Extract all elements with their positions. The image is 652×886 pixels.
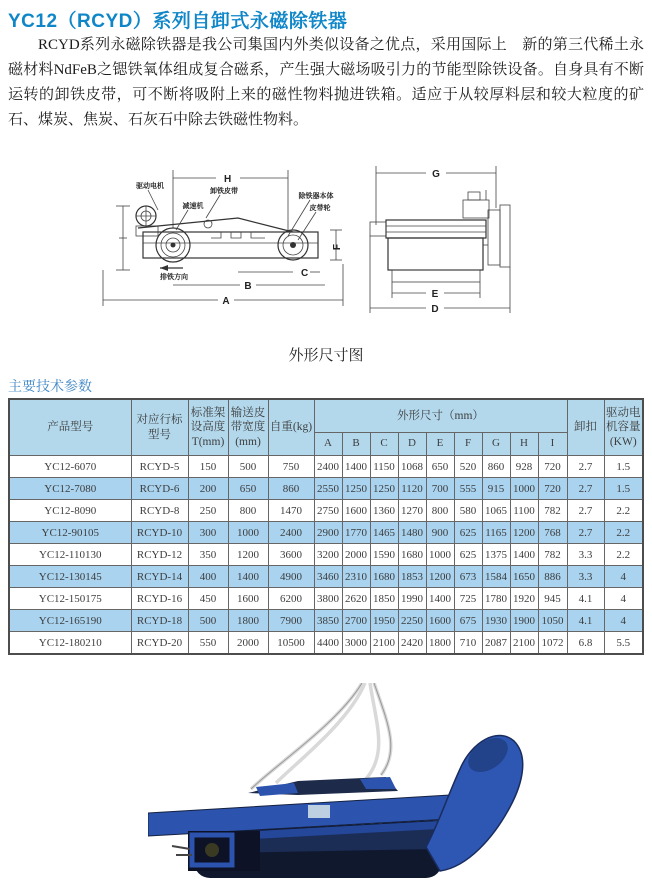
table-cell: 1375 xyxy=(482,544,510,566)
table-cell: 6200 xyxy=(268,588,314,610)
end-body-shape xyxy=(388,238,483,270)
table-cell: 1600 xyxy=(426,610,454,632)
table-cell: 6.8 xyxy=(567,632,604,655)
dim-e: E xyxy=(431,289,439,300)
table-cell: 2.7 xyxy=(567,478,604,500)
table-cell: 3000 xyxy=(342,632,370,655)
col-dim-c: C xyxy=(370,433,398,456)
dim-g: G xyxy=(432,169,440,180)
table-cell: 500 xyxy=(228,456,268,478)
table-cell: 1250 xyxy=(342,478,370,500)
table-cell: 750 xyxy=(268,456,314,478)
table-cell: 400 xyxy=(188,566,228,588)
table-cell: 4400 xyxy=(314,632,342,655)
table-cell: 768 xyxy=(538,522,567,544)
table-cell: 1780 xyxy=(482,588,510,610)
table-cell: 1590 xyxy=(370,544,398,566)
table-cell: YC12-90105 xyxy=(9,522,131,544)
end-view-drawing xyxy=(368,150,548,322)
dim-c: C xyxy=(301,268,309,279)
table-cell: RCYD-20 xyxy=(131,632,188,655)
table-cell: 500 xyxy=(188,610,228,632)
table-cell: 1920 xyxy=(510,588,538,610)
table-cell: 915 xyxy=(482,478,510,500)
table-cell: 2400 xyxy=(268,522,314,544)
table-cell: 1000 xyxy=(228,522,268,544)
table-cell: 1150 xyxy=(370,456,398,478)
table-cell: 2.7 xyxy=(567,522,604,544)
table-cell: 4 xyxy=(604,566,643,588)
table-cell: 2400 xyxy=(314,456,342,478)
table-cell: 1650 xyxy=(510,566,538,588)
table-cell: 650 xyxy=(228,478,268,500)
table-cell: 782 xyxy=(538,544,567,566)
table-cell: 625 xyxy=(454,522,482,544)
table-cell: 720 xyxy=(538,456,567,478)
table-cell: 800 xyxy=(426,500,454,522)
table-cell: 1400 xyxy=(510,544,538,566)
table-cell: YC12-6070 xyxy=(9,456,131,478)
table-cell: 1200 xyxy=(228,544,268,566)
dim-f: F xyxy=(332,243,343,251)
table-cell: 1950 xyxy=(370,610,398,632)
table-cell: 1270 xyxy=(398,500,426,522)
page-title: YC12（RCYD）系列自卸式永磁除铁器 xyxy=(8,11,348,32)
table-cell: 1100 xyxy=(510,500,538,522)
table-cell: 1250 xyxy=(370,478,398,500)
col-dim-f: F xyxy=(454,433,482,456)
table-cell: YC12-150175 xyxy=(9,588,131,610)
table-cell: 1465 xyxy=(370,522,398,544)
table-cell: 7900 xyxy=(268,610,314,632)
col-dim-b: B xyxy=(342,433,370,456)
col-dim-e: E xyxy=(426,433,454,456)
table-cell: 725 xyxy=(454,588,482,610)
table-cell: 1584 xyxy=(482,566,510,588)
discharge-belt-shape xyxy=(138,218,293,232)
col-standard: 对应行标型号 xyxy=(131,399,188,456)
table-cell: RCYD-12 xyxy=(131,544,188,566)
table-cell: 3.3 xyxy=(567,544,604,566)
table-cell: 625 xyxy=(454,544,482,566)
table-cell: 1680 xyxy=(398,544,426,566)
table-cell: 900 xyxy=(426,522,454,544)
table-cell: 1770 xyxy=(342,522,370,544)
table-cell: 1400 xyxy=(426,588,454,610)
dim-h: H xyxy=(224,174,232,185)
table-cell: YC12-110130 xyxy=(9,544,131,566)
table-cell: 2750 xyxy=(314,500,342,522)
table-cell: 2.7 xyxy=(567,456,604,478)
table-cell: 800 xyxy=(228,500,268,522)
table-cell: 2087 xyxy=(482,632,510,655)
table-cell: 1800 xyxy=(228,610,268,632)
table-row xyxy=(9,588,643,610)
section-header: 主要技术参数 xyxy=(8,378,92,394)
table-cell: 10500 xyxy=(268,632,314,655)
table-cell: 673 xyxy=(454,566,482,588)
col-product: 产品型号 xyxy=(9,399,131,456)
diagram-caption: 外形尺寸图 xyxy=(288,348,364,364)
table-cell: 1930 xyxy=(482,610,510,632)
table-cell: 1000 xyxy=(510,478,538,500)
table-cell: 886 xyxy=(538,566,567,588)
table-cell: 1072 xyxy=(538,632,567,655)
table-cell: 1000 xyxy=(426,544,454,566)
table-row xyxy=(9,456,643,478)
table-cell: YC12-180210 xyxy=(9,632,131,655)
col-weight: 自重(kg) xyxy=(268,399,314,456)
dim-a: A xyxy=(222,296,230,307)
table-cell: 2700 xyxy=(342,610,370,632)
table-cell: 1120 xyxy=(398,478,426,500)
table-cell: RCYD-5 xyxy=(131,456,188,478)
table-cell: 300 xyxy=(188,522,228,544)
table-cell: 555 xyxy=(454,478,482,500)
belt-label: 卸铁皮带 xyxy=(210,188,238,195)
lifting-slings xyxy=(251,683,391,789)
intro-paragraph: RCYD系列永磁除铁器是我公司集国内外类似设备之优点，采用国际上 新的第三代稀土永磁材料NdFeB之锶铁氧体组成复合磁系，产生强大磁场吸引力的节能型除铁设备。自身具有不断运转的卸铁皮带，可不断将吸附上来的磁性物料抛进铁箱。适应于从较厚料层和较大粒度的矿石、煤炭、焦炭、石灰石中除去铁磁性物料。 xyxy=(8,37,644,128)
table-cell: 4 xyxy=(604,588,643,610)
drum-shape xyxy=(386,220,486,238)
reducer-label: 减速机 xyxy=(182,203,204,210)
table-header xyxy=(9,399,643,456)
table-cell: 1400 xyxy=(228,566,268,588)
table-cell: 4 xyxy=(604,610,643,632)
table-cell: 860 xyxy=(482,456,510,478)
table-cell: 1850 xyxy=(370,588,398,610)
table-cell: 1050 xyxy=(538,610,567,632)
direction-label: 排铁方向 xyxy=(160,274,188,281)
table-cell: 1900 xyxy=(510,610,538,632)
table-cell: 3800 xyxy=(314,588,342,610)
table-cell: RCYD-10 xyxy=(131,522,188,544)
col-dim-i: I xyxy=(538,433,567,456)
table-cell: 1065 xyxy=(482,500,510,522)
table-cell: 4.1 xyxy=(567,588,604,610)
table-cell: 2.7 xyxy=(567,500,604,522)
table-cell: 1800 xyxy=(426,632,454,655)
motor-label: 驱动电机 xyxy=(136,183,164,190)
table-cell: 928 xyxy=(510,456,538,478)
spec-table xyxy=(8,398,644,655)
table-cell: 2620 xyxy=(342,588,370,610)
table-cell: 2420 xyxy=(398,632,426,655)
table-cell: 250 xyxy=(188,500,228,522)
table-row xyxy=(9,566,643,588)
table-cell: 200 xyxy=(188,478,228,500)
table-cell: 2.2 xyxy=(604,500,643,522)
table-cell: 1600 xyxy=(228,588,268,610)
table-cell: 1360 xyxy=(370,500,398,522)
table-cell: YC12-7080 xyxy=(9,478,131,500)
table-cell: 520 xyxy=(454,456,482,478)
table-cell: 2550 xyxy=(314,478,342,500)
table-cell: 1470 xyxy=(268,500,314,522)
col-dim-h: H xyxy=(510,433,538,456)
table-cell: 700 xyxy=(426,478,454,500)
table-cell: 2000 xyxy=(228,632,268,655)
col-dim-d: D xyxy=(398,433,426,456)
table-cell: 675 xyxy=(454,610,482,632)
table-cell: 782 xyxy=(538,500,567,522)
table-cell: 3850 xyxy=(314,610,342,632)
side-view-drawing xyxy=(88,148,370,324)
table-cell: 3600 xyxy=(268,544,314,566)
table-cell: 550 xyxy=(188,632,228,655)
dim-b: B xyxy=(244,281,252,292)
table-cell: 1200 xyxy=(510,522,538,544)
product-photo xyxy=(148,683,533,883)
table-cell: 150 xyxy=(188,456,228,478)
table-cell: 710 xyxy=(454,632,482,655)
table-row xyxy=(9,544,643,566)
table-cell: 4900 xyxy=(268,566,314,588)
table-cell: 945 xyxy=(538,588,567,610)
col-height: 标准架设高度T(mm) xyxy=(188,399,228,456)
table-cell: 720 xyxy=(538,478,567,500)
table-cell: 1400 xyxy=(342,456,370,478)
table-row xyxy=(9,478,643,500)
table-cell: 2000 xyxy=(342,544,370,566)
table-cell: RCYD-8 xyxy=(131,500,188,522)
table-cell: 2250 xyxy=(398,610,426,632)
table-body xyxy=(9,456,643,655)
table-cell: RCYD-14 xyxy=(131,566,188,588)
table-cell: RCYD-16 xyxy=(131,588,188,610)
table-cell: YC12-130145 xyxy=(9,566,131,588)
table-cell: RCYD-18 xyxy=(131,610,188,632)
table-cell: 1.5 xyxy=(604,478,643,500)
table-cell: 2900 xyxy=(314,522,342,544)
table-cell: 450 xyxy=(188,588,228,610)
table-cell: YC12-8090 xyxy=(9,500,131,522)
pulley-label: 皮带轮 xyxy=(309,205,331,212)
table-cell: 580 xyxy=(454,500,482,522)
dim-d: D xyxy=(431,304,439,315)
col-motor: 驱动电机容量(KW) xyxy=(604,399,643,456)
table-cell: 3200 xyxy=(314,544,342,566)
col-belt-width: 输送皮带宽度(mm) xyxy=(228,399,268,456)
table-row xyxy=(9,522,643,544)
table-cell: 1.5 xyxy=(604,456,643,478)
table-cell: 4.1 xyxy=(567,610,604,632)
body-label: 除铁器本体 xyxy=(298,193,334,200)
col-dimensions-group: 外形尺寸（mm） xyxy=(314,399,567,433)
table-cell: 1990 xyxy=(398,588,426,610)
table-cell: 2100 xyxy=(370,632,398,655)
table-cell: 2100 xyxy=(510,632,538,655)
table-row xyxy=(9,500,643,522)
table-cell: 1200 xyxy=(426,566,454,588)
table-cell: 860 xyxy=(268,478,314,500)
table-cell: 2.2 xyxy=(604,522,643,544)
table-cell: 1680 xyxy=(370,566,398,588)
table-row xyxy=(9,610,643,632)
table-cell: RCYD-6 xyxy=(131,478,188,500)
table-cell: 650 xyxy=(426,456,454,478)
table-cell: 1165 xyxy=(482,522,510,544)
table-cell: 350 xyxy=(188,544,228,566)
table-cell: YC12-165190 xyxy=(9,610,131,632)
table-row xyxy=(9,632,643,655)
table-cell: 1480 xyxy=(398,522,426,544)
col-dim-g: G xyxy=(482,433,510,456)
table-cell: 3.3 xyxy=(567,566,604,588)
table-cell: 3460 xyxy=(314,566,342,588)
table-cell: 2.2 xyxy=(604,544,643,566)
table-cell: 1853 xyxy=(398,566,426,588)
table-cell: 5.5 xyxy=(604,632,643,655)
table-cell: 2310 xyxy=(342,566,370,588)
col-dim-a: A xyxy=(314,433,342,456)
table-cell: 1068 xyxy=(398,456,426,478)
name-plate xyxy=(308,805,330,818)
table-cell: 1600 xyxy=(342,500,370,522)
col-shackle: 卸扣 xyxy=(567,399,604,456)
